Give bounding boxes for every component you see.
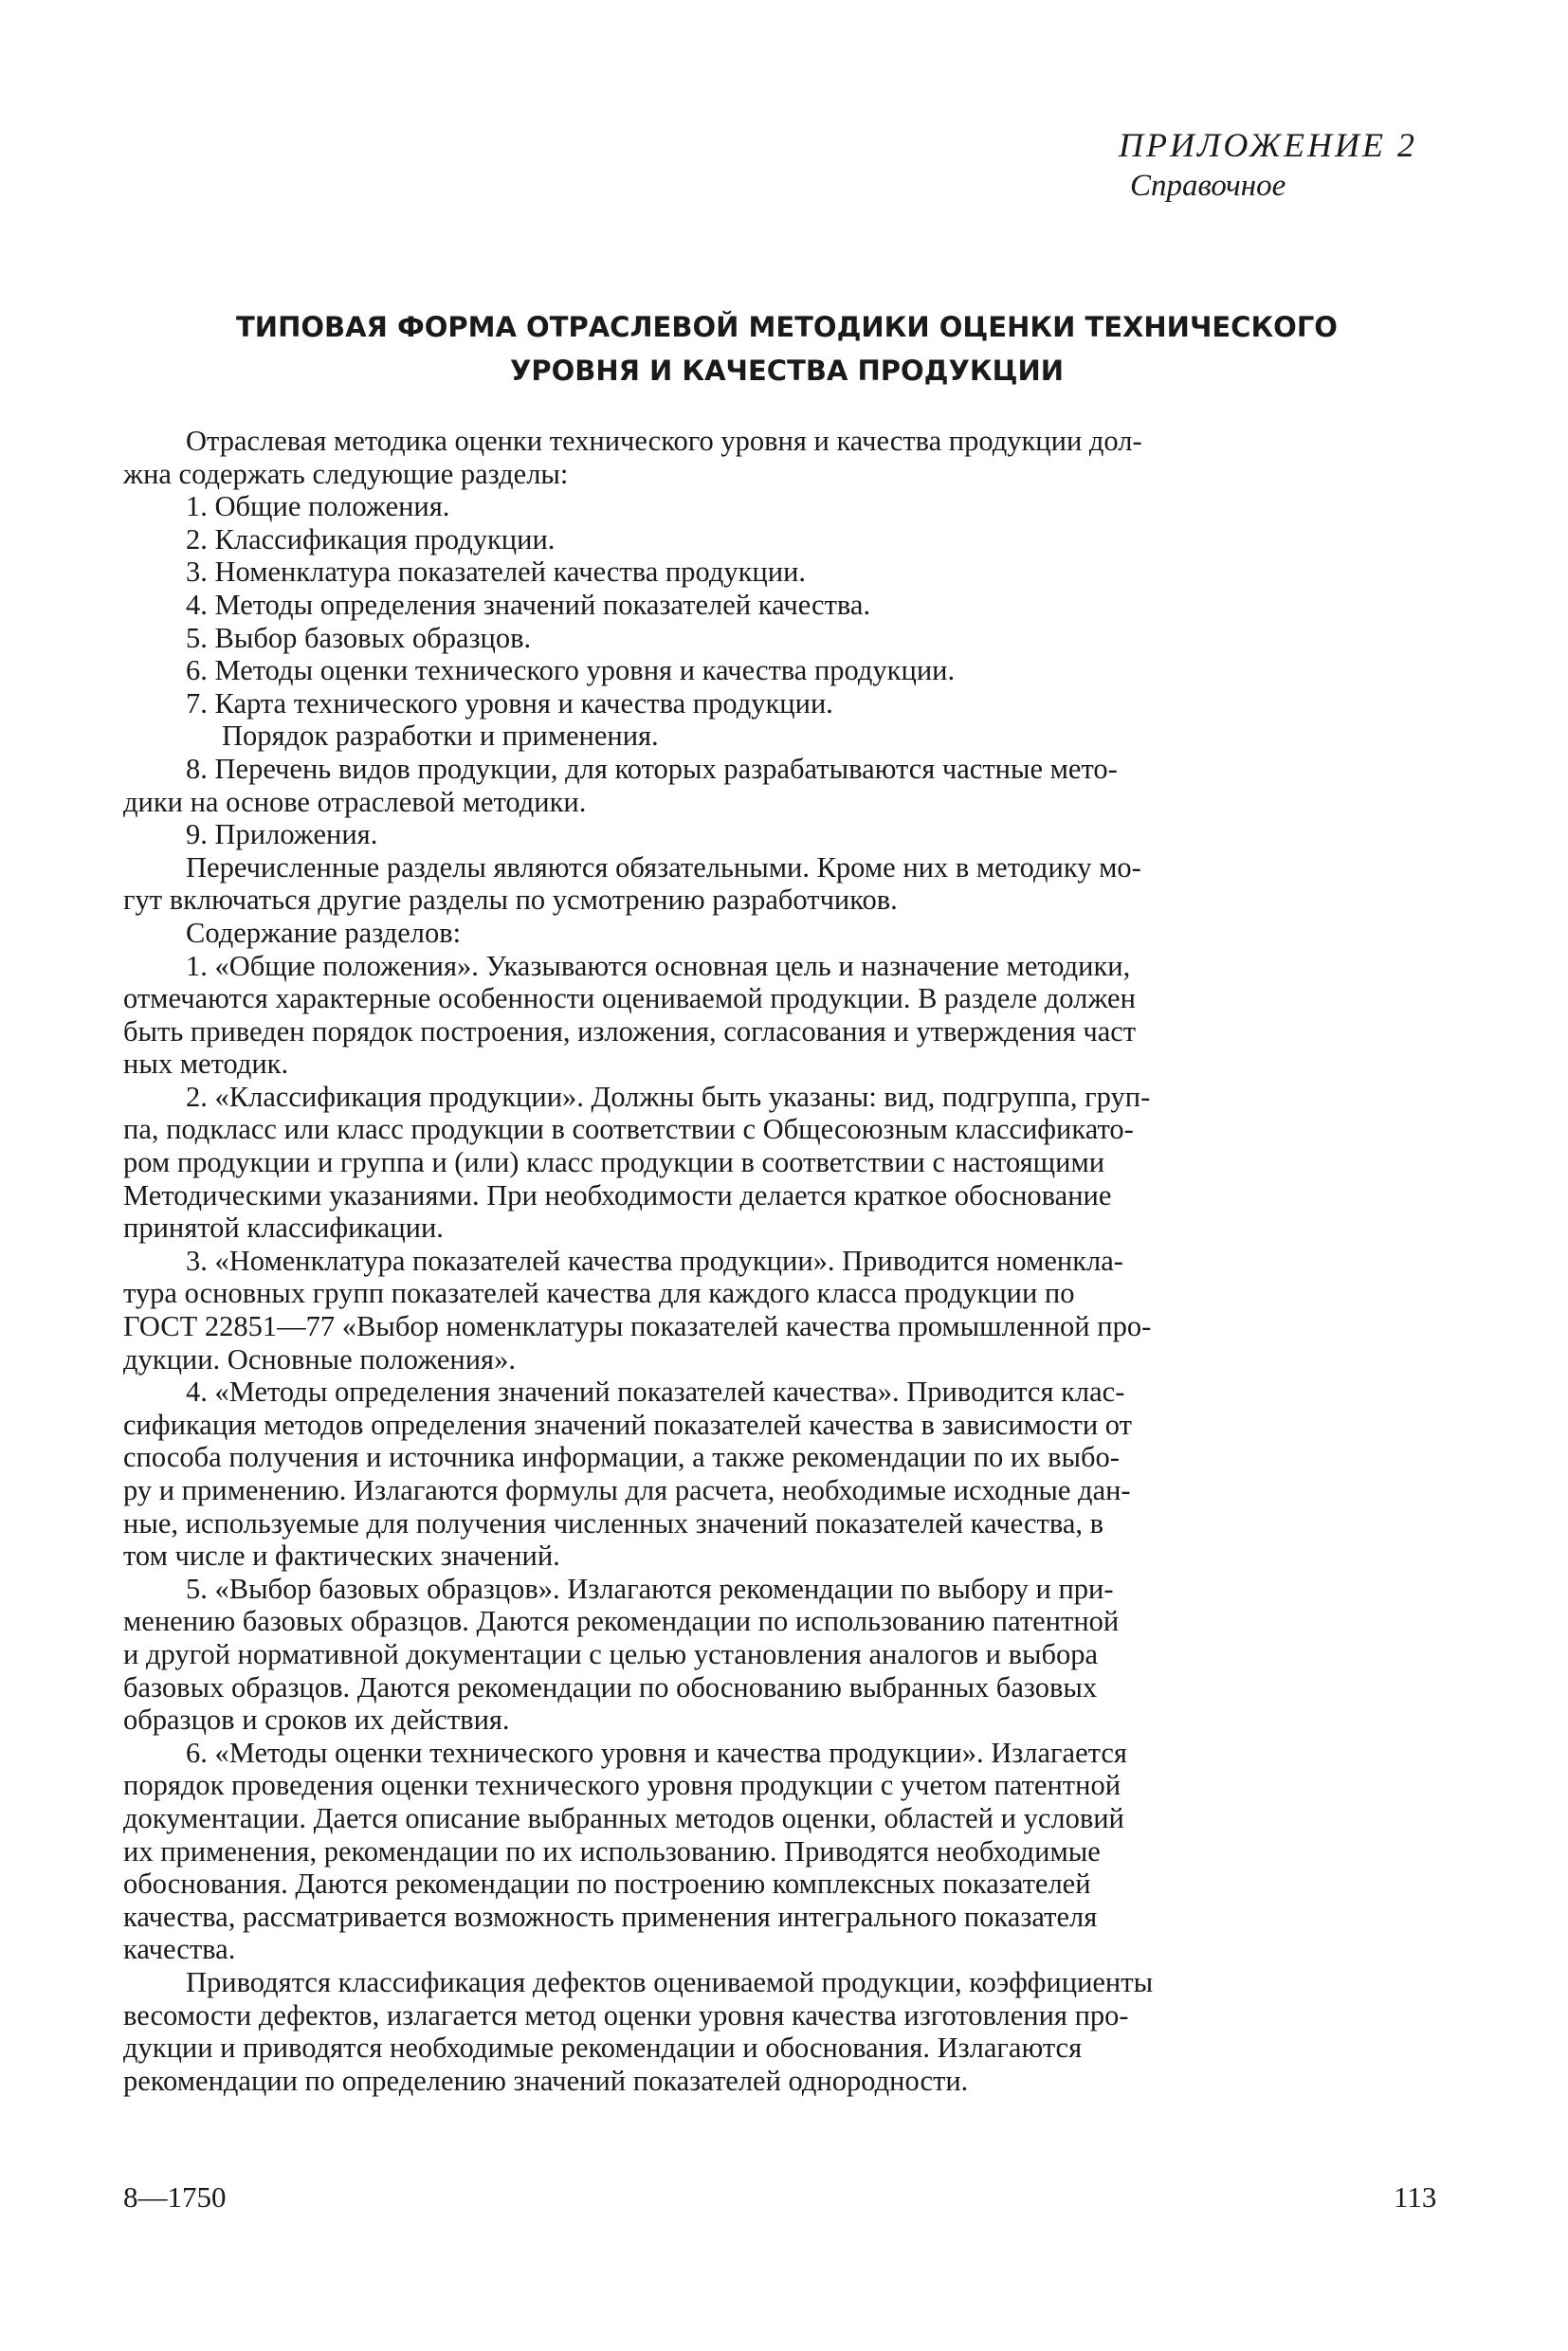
body-line: Отраслевая методика оценки технического уровня и качества продукции дол- <box>186 425 1142 457</box>
body-line: 8. Перечень видов продукции, для которых разрабатываются частные мето- <box>186 752 1118 785</box>
body-line: отмечаются характерные особенности оцениваемой продукции. В разделе должен <box>123 982 1136 1015</box>
body-line: дукции и приводятся необходимые рекомендации и обоснования. Излагаются <box>123 2032 1083 2065</box>
body-line: дукции. Основные положения». <box>123 1342 516 1376</box>
body-line: Приводятся классификация дефектов оцениваемой продукции, коэффициенты <box>186 1965 1154 1998</box>
body-line: ром продукции и группа и (или) класс продукции в соответствии с настоящими <box>123 1146 1105 1179</box>
body-line: сификация методов определения значений показателей качества в зависимости от <box>123 1408 1132 1441</box>
body-line: 3. «Номенклатура показателей качества продукции». Приводится номенкла- <box>186 1244 1123 1277</box>
body-line: принятой классификации. <box>123 1212 444 1245</box>
body-line: весомости дефектов, излагается метод оценки уровня качества изготовления про- <box>123 1998 1129 2032</box>
body-line: ные, используемые для получения численных значений показателей качества, в <box>123 1506 1104 1540</box>
body-line: обоснования. Даются рекомендации по построению комплексных показателей <box>123 1868 1091 1901</box>
body-line: образцов и сроков их действия. <box>123 1704 510 1737</box>
body-line: 5. «Выбор базовых образцов». Излагаются рекомендации по выбору и при- <box>186 1572 1114 1605</box>
footer-order-number: 8—1750 <box>123 2180 227 2214</box>
body-line: менению базовых образцов. Даются рекомендации по использованию патентной <box>123 1605 1120 1638</box>
appendix-header <box>1119 123 1441 205</box>
body-line: гут включаться другие разделы по усмотрению разработчиков. <box>123 884 898 917</box>
body-line: 1. «Общие положения». Указываются основная цель и назначение методики, <box>186 949 1131 982</box>
appendix-note: Справочное <box>1130 169 1286 203</box>
body-text <box>123 425 1450 2097</box>
body-line: 6. Методы оценки технического уровня и качества продукции. <box>186 654 956 687</box>
body-line: ных методик. <box>123 1048 289 1081</box>
body-line: рекомендации по определению значений показателей однородности. <box>123 2064 969 2097</box>
body-line: жна содержать следующие разделы: <box>123 457 569 490</box>
body-line: качества. <box>123 1933 236 1966</box>
body-line: 2. Классификация продукции. <box>186 522 556 556</box>
document-title <box>142 305 1431 392</box>
body-line: 3. Номенклатура показателей качества продукции. <box>186 556 807 589</box>
body-line: документации. Дается описание выбранных методов оценки, областей и условий <box>123 1801 1124 1834</box>
body-line: том числе и фактических значений. <box>123 1540 560 1573</box>
body-line: базовых образцов. Даются рекомендации по обоснованию выбранных базовых <box>123 1670 1098 1704</box>
title-line-1: ТИПОВАЯ ФОРМА ОТРАСЛЕВОЙ МЕТОДИКИ ОЦЕНКИ ТЕХНИЧЕСКОГО <box>236 311 1338 343</box>
body-line: 4. Методы определения значений показателей качества. <box>186 588 871 621</box>
body-line: Методическими указаниями. При необходимости делается краткое обоснование <box>123 1178 1112 1212</box>
body-line: 9. Приложения. <box>186 818 378 851</box>
appendix-label: ПРИЛОЖЕНИЕ 2 <box>1119 126 1417 164</box>
body-line: ру и применению. Излагаются формулы для расчета, необходимые исходные дан- <box>123 1474 1131 1506</box>
body-line: 1. Общие положения. <box>186 490 450 523</box>
body-line: Содержание разделов: <box>186 916 462 949</box>
body-line: Порядок разработки и применения. <box>222 720 659 753</box>
body-line: 7. Карта технического уровня и качества продукции. <box>186 686 833 720</box>
body-line: их применения, рекомендации по их использованию. Приводятся необходимые <box>123 1834 1101 1868</box>
body-line: качества, рассматривается возможность применения интегрального показателя <box>123 1900 1098 1933</box>
body-line: 4. «Методы определения значений показателей качества». Приводится клас- <box>186 1376 1125 1409</box>
body-line: 5. Выбор базовых образцов. <box>186 621 532 654</box>
body-line: способа получения и источника информации, а также рекомендации по их выбо- <box>123 1441 1120 1474</box>
body-line: 6. «Методы оценки технического уровня и качества продукции». Излагается <box>186 1736 1127 1769</box>
body-line: и другой нормативной документации с целью установления аналогов и выбора <box>123 1637 1099 1670</box>
body-line: ГОСТ 22851—77 «Выбор номенклатуры показателей качества промышленной про- <box>123 1310 1152 1343</box>
title-line-2: УРОВНЯ И КАЧЕСТВА ПРОДУКЦИИ <box>509 355 1065 387</box>
body-line: дики на основе отраслевой методики. <box>123 785 587 818</box>
body-line: 2. «Классификация продукции». Должны быть указаны: вид, подгруппа, груп- <box>186 1080 1151 1113</box>
body-line: порядок проведения оценки технического уровня продукции с учетом патентной <box>123 1769 1121 1802</box>
body-line: Перечисленные разделы являются обязательными. Кроме них в методику мо- <box>186 850 1141 884</box>
body-line: па, подкласс или класс продукции в соответствии с Общесоюзным классификато- <box>123 1113 1134 1146</box>
page-number: 113 <box>1394 2180 1437 2214</box>
body-line: быть приведен порядок построения, изложения, согласования и утверждения част <box>123 1014 1137 1048</box>
body-line: тура основных групп показателей качества для каждого класса продукции по <box>123 1277 1075 1310</box>
